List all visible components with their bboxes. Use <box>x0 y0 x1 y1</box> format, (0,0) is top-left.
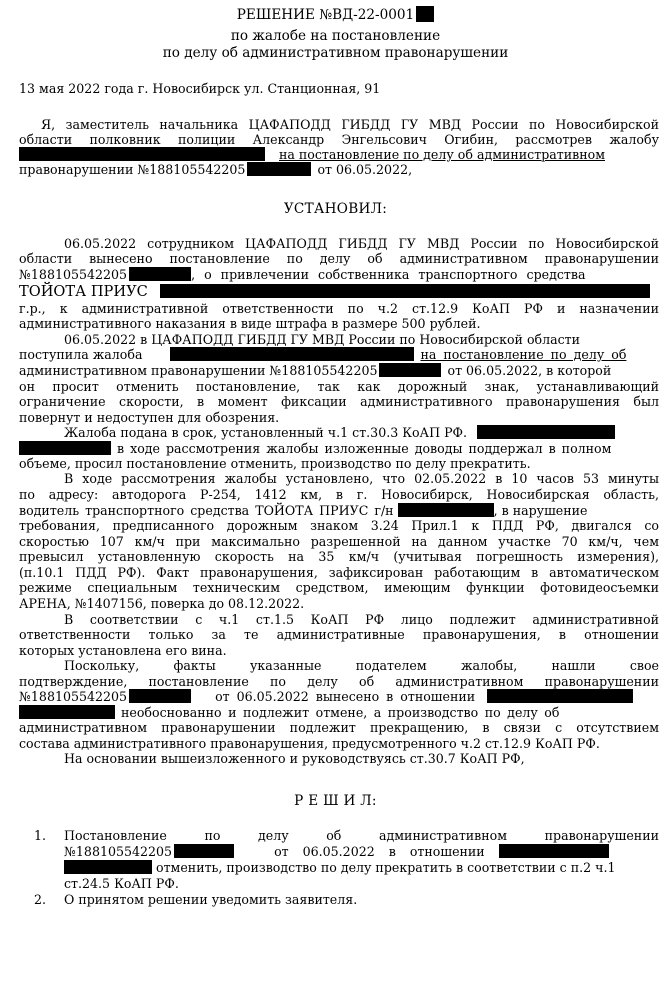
section-heading-decided: Р Е Ш И Л: <box>294 793 377 809</box>
paragraph-line: 06.05.2022 в ЦАФАПОДД ГИБДД ГУ МВД России по Новосибирской области <box>64 332 581 347</box>
paragraph-line: ТОЙОТА ПРИУС <box>19 284 659 299</box>
paragraph-line: административном правонарушении №188105542205 от 06.05.2022, в которой <box>19 363 612 378</box>
paragraph-line: №188105542205 от 06.05.2022 вынесено в отношении <box>19 689 659 704</box>
list-item-line: О принятом решении уведомить заявителя. <box>64 892 358 907</box>
paragraph-line: подтверждение, постановление по делу об административном правонарушении <box>19 674 659 689</box>
list-item-line: ст.24.5 КоАП РФ. <box>64 876 179 891</box>
redaction <box>499 844 609 858</box>
paragraph-line: по адресу: автодорога Р-254, 1412 км, в г. Новосибирск, Новосибирская область, <box>19 487 659 502</box>
paragraph-line: административного наказания в виде штрафа в размере 500 рублей. <box>19 316 481 331</box>
paragraph-line: скоростью 107 км/ч при максимально разрешенной на данном участке 70 км/ч, чем <box>19 534 659 549</box>
date-place: 13 мая 2022 года г. Новосибирск ул. Станционная, 91 <box>19 81 381 96</box>
intro-line: области полковник полиции Александр Энгельсович Огибин, рассмотрев жалобу <box>19 132 659 147</box>
paragraph-line: превысил установленную скорость на 35 км/ч (учитывая погрешность измерения), <box>19 549 659 564</box>
paragraph-line: ответственности только за те административные правонарушения, в отношении <box>19 627 659 642</box>
redaction <box>129 267 191 281</box>
list-item-number: 2. <box>34 892 47 907</box>
paragraph-line: г.р., к административной ответственности по ч.2 ст.12.9 КоАП РФ и назначении <box>19 301 659 316</box>
section-heading-established: УСТАНОВИЛ: <box>283 201 388 217</box>
paragraph-line: требования, предписанного дорожным знаком 3.24 Прил.1 к ПДД РФ, двигался со <box>19 518 659 533</box>
list-item-line: отменить, производство по делу прекратить в соответствии с п.2 ч.1 <box>64 860 659 875</box>
redaction <box>174 844 234 858</box>
paragraph-line: повернут и недоступен для обозрения. <box>19 410 280 425</box>
paragraph-line: административном правонарушении подлежит прекращению, в связи с отсутствием <box>19 720 659 735</box>
paragraph-line: АРЕНА, №1407156, поверка до 08.12.2022. <box>19 596 305 611</box>
paragraph-line: поступила жалоба на постановление по делу об <box>19 347 627 362</box>
document-title: РЕШЕНИЕ №ВД-22-0001 <box>0 6 671 24</box>
paragraph-line: Поскольку, факты указанные подателем жалобы, нашли свое <box>64 658 659 673</box>
redaction <box>487 689 633 703</box>
redaction <box>19 441 111 455</box>
intro-line: Я, заместитель начальника ЦАФАПОДД ГИБДД ГУ МВД России по Новосибирской <box>41 117 659 132</box>
list-item-line: №188105542205 от 06.05.2022 в отношении <box>64 844 659 859</box>
paragraph-line: В ходе рассмотрения жалобы установлено, что 02.05.2022 в 10 часов 53 минуты <box>64 471 659 486</box>
redaction <box>247 162 311 176</box>
paragraph-line: в ходе рассмотрения жалобы изложенные доводы поддержал в полном <box>19 441 659 456</box>
redaction <box>160 284 650 298</box>
redaction <box>129 689 191 703</box>
paragraph-line: состава административного правонарушения, предусмотренного ч.2 ст.12.9 КоАП РФ. <box>19 736 600 751</box>
document-subtitle: по жалобе на постановление <box>230 28 441 44</box>
intro-line: правонарушении №188105542205 от 06.05.2022, <box>19 162 413 177</box>
redaction <box>170 347 414 361</box>
paragraph-line: которых установлена его вина. <box>19 643 227 658</box>
paragraph-line: области вынесено постановление по делу об административном правонарушении <box>19 251 659 266</box>
paragraph-line: объеме, просил постановление отменить, производство по делу прекратить. <box>19 456 531 471</box>
paragraph-line: На основании вышеизложенного и руководствуясь ст.30.7 КоАП РФ, <box>64 751 525 766</box>
paragraph-line: водитель транспортного средства ТОЙОТА ПРИУС г/н , в нарушение <box>19 503 588 518</box>
paragraph-line: он просит отменить постановление, так как дорожный знак, устанавливающий <box>19 379 659 394</box>
paragraph-line: режиме специальным техническим средством, имеющим функции фотовидеосъемки <box>19 580 659 595</box>
redaction <box>398 503 494 517</box>
list-item-line: Постановление по делу об административном правонарушении <box>64 828 659 843</box>
paragraph-line: В соответствии с ч.1 ст.1.5 КоАП РФ лицо подлежит административной <box>64 612 659 627</box>
paragraph-line: необоснованно и подлежит отмене, а производство по делу об <box>19 705 659 720</box>
redaction <box>19 147 265 161</box>
redaction <box>64 860 152 874</box>
redaction <box>19 705 115 719</box>
paragraph-line: ограничение скорости, в момент фиксации административного правонарушения был <box>19 394 659 409</box>
intro-line: на постановление по делу об административном <box>19 147 659 162</box>
paragraph-line: (п.10.1 ПДД РФ). Факт правонарушения, зафиксирован работающим в автоматическом <box>19 565 659 580</box>
redaction <box>416 6 434 22</box>
paragraph-line: 06.05.2022 сотрудником ЦАФАПОДД ГИБДД ГУ МВД России по Новосибирской <box>64 236 659 251</box>
paragraph-line: №188105542205 , о привлечении собственника транспортного средства <box>19 267 586 282</box>
redaction <box>477 425 615 439</box>
list-item-number: 1. <box>34 828 47 843</box>
paragraph-line: Жалоба подана в срок, установленный ч.1 ст.30.3 КоАП РФ. <box>19 425 659 440</box>
document-subtitle-2: по делу об административном правонарушении <box>162 45 509 61</box>
redaction <box>379 363 441 377</box>
